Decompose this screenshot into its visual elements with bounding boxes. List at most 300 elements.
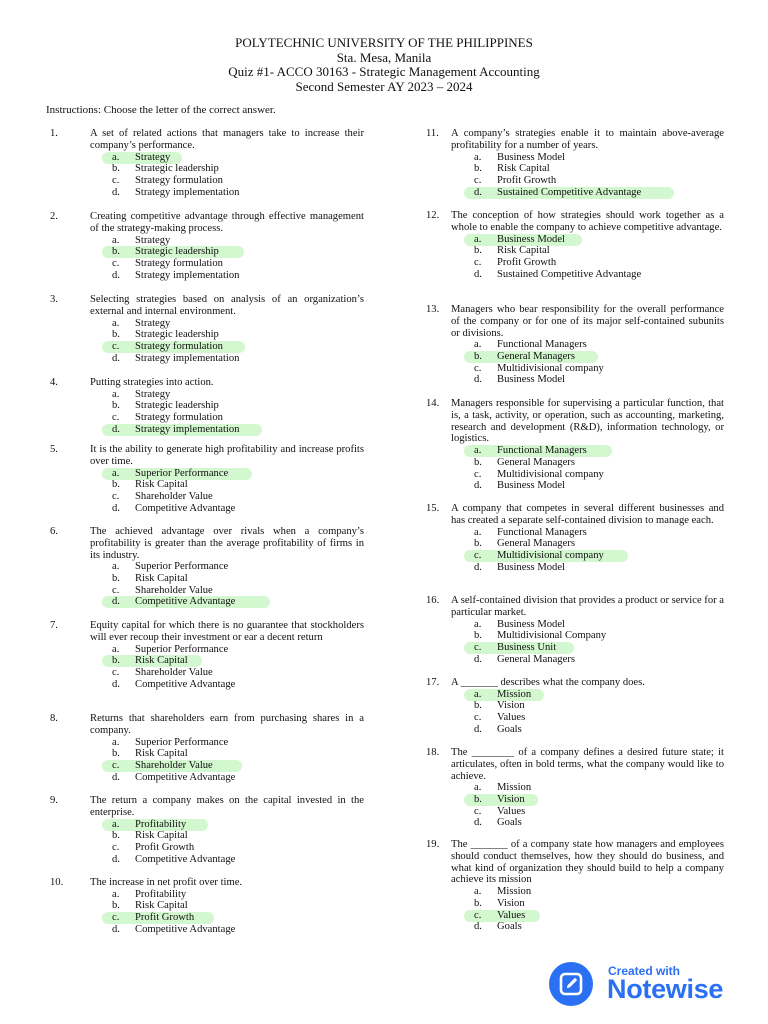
choice-letter: d. bbox=[112, 923, 120, 935]
choice-text: General Managers bbox=[497, 653, 575, 665]
answer-choice bbox=[112, 258, 364, 270]
choice-text: Multidivisional company bbox=[497, 549, 604, 561]
choice-text: Risk Capital bbox=[135, 479, 188, 491]
answer-choice bbox=[474, 817, 724, 829]
choice-text: Vision bbox=[497, 794, 525, 806]
answer-choice bbox=[474, 712, 724, 724]
choice-text: Business Model bbox=[497, 618, 565, 630]
choice-list bbox=[426, 339, 724, 386]
choice-list bbox=[426, 886, 724, 933]
question-item bbox=[426, 839, 724, 933]
answer-choice bbox=[112, 772, 364, 784]
choice-text: Business Model bbox=[497, 480, 565, 492]
choice-text: Strategy bbox=[135, 317, 171, 329]
choice-text: Multidivisional Company bbox=[497, 630, 607, 642]
answer-choice bbox=[112, 235, 364, 247]
choice-text: Strategy implementation bbox=[135, 352, 240, 364]
choice-letter: a. bbox=[474, 151, 482, 163]
choice-text: Profit Growth bbox=[497, 174, 557, 186]
answer-choice bbox=[112, 318, 364, 330]
choice-letter: b. bbox=[112, 163, 120, 175]
choice-text: Values bbox=[497, 712, 526, 724]
choice-list bbox=[426, 445, 724, 492]
answer-choice bbox=[112, 900, 364, 912]
highlighted-answer-choice bbox=[112, 596, 364, 608]
choice-letter: c. bbox=[474, 174, 482, 186]
document-header bbox=[0, 36, 768, 94]
choice-text: Profit Growth bbox=[497, 256, 557, 268]
choice-text: Business Model bbox=[497, 151, 565, 163]
question-number: 5. bbox=[50, 444, 58, 455]
question-text: Selecting strategies based on analysis of an organization’s external and internal environment. bbox=[90, 294, 364, 317]
university-name: POLYTECHNIC UNIVERSITY OF THE PHILIPPINES bbox=[235, 35, 533, 50]
choice-text: Strategy bbox=[135, 388, 171, 400]
choice-list bbox=[426, 152, 724, 199]
question-item bbox=[46, 877, 364, 936]
choice-text: Strategy implementation bbox=[135, 186, 240, 198]
answer-choice bbox=[474, 163, 724, 175]
choice-text: Strategic leadership bbox=[135, 163, 219, 175]
choice-list bbox=[426, 689, 724, 736]
question-text: The conception of how strategies should work together as a whole to enable the company to achieve competitive advantage. bbox=[451, 210, 724, 233]
question-text: The ________ of a company defines a desired future state; it articulates, often in bold terms, what the company would like to achieve. bbox=[451, 747, 724, 782]
choice-text: Values bbox=[497, 805, 526, 817]
choice-letter: a. bbox=[474, 782, 482, 794]
highlighted-answer-choice bbox=[112, 655, 364, 667]
question-item bbox=[426, 128, 724, 198]
choice-text: Functional Managers bbox=[497, 445, 587, 457]
answer-choice bbox=[474, 538, 724, 550]
choice-text: Vision bbox=[497, 897, 525, 909]
choice-list bbox=[426, 782, 724, 829]
answer-choice bbox=[112, 889, 364, 901]
choice-letter: a. bbox=[112, 317, 120, 329]
answer-choice bbox=[474, 339, 724, 351]
choice-text: Mission bbox=[497, 886, 532, 898]
question-number: 16. bbox=[426, 595, 440, 606]
choice-letter: c. bbox=[112, 912, 120, 924]
choice-letter: c. bbox=[474, 468, 482, 480]
question-number: 10. bbox=[50, 877, 64, 888]
choice-text: Strategy formulation bbox=[135, 174, 223, 186]
choice-text: Functional Managers bbox=[497, 339, 587, 351]
answer-choice bbox=[112, 503, 364, 515]
choice-letter: a. bbox=[474, 618, 482, 630]
question-number: 13. bbox=[426, 304, 440, 315]
pen-icon bbox=[549, 962, 593, 1006]
highlighted-answer-choice bbox=[474, 351, 724, 363]
question-item bbox=[426, 503, 724, 573]
answer-choice bbox=[112, 644, 364, 656]
answer-choice bbox=[112, 353, 364, 365]
answer-choice bbox=[474, 480, 724, 492]
answer-choice bbox=[474, 457, 724, 469]
question-text: A company’s strategies enable it to maintain above-average profitability for a number of years. bbox=[451, 128, 724, 151]
answer-choice bbox=[474, 886, 724, 898]
question-text: Equity capital for which there is no guarantee that stockholders will ever recoup their investment or ear a decent return bbox=[90, 620, 364, 643]
question-number: 18. bbox=[426, 747, 440, 758]
answer-choice bbox=[112, 175, 364, 187]
choice-letter: b. bbox=[474, 163, 482, 175]
highlighted-answer-choice bbox=[112, 152, 364, 164]
choice-list bbox=[46, 152, 364, 199]
highlighted-answer-choice bbox=[112, 246, 364, 258]
choice-letter: c. bbox=[112, 257, 120, 269]
watermark-brand: Notewise bbox=[607, 974, 724, 1004]
choice-letter: d. bbox=[474, 268, 482, 280]
highlighted-answer-choice bbox=[112, 424, 364, 436]
question-number: 2. bbox=[50, 211, 58, 222]
choice-letter: c. bbox=[474, 256, 482, 268]
choice-letter: a. bbox=[474, 233, 482, 245]
choice-text: General Managers bbox=[497, 351, 575, 363]
answer-choice bbox=[112, 748, 364, 760]
choice-text: Goals bbox=[497, 817, 522, 829]
question-number: 12. bbox=[426, 210, 440, 221]
question-item bbox=[46, 526, 364, 608]
choice-text: Multidivisional company bbox=[497, 362, 604, 374]
choice-letter: a. bbox=[112, 467, 120, 479]
choice-letter: a. bbox=[474, 526, 482, 538]
choice-letter: d. bbox=[112, 423, 120, 435]
answer-choice bbox=[474, 724, 724, 736]
answer-choice bbox=[474, 806, 724, 818]
choice-list bbox=[46, 644, 364, 691]
answer-choice bbox=[474, 245, 724, 257]
question-number: 7. bbox=[50, 620, 58, 631]
choice-letter: d. bbox=[112, 771, 120, 783]
choice-text: Strategic leadership bbox=[135, 400, 219, 412]
choice-text: Goals bbox=[497, 723, 522, 735]
choice-letter: a. bbox=[112, 151, 120, 163]
choice-text: Strategy formulation bbox=[135, 412, 223, 424]
answer-choice bbox=[112, 400, 364, 412]
answer-choice bbox=[474, 921, 724, 933]
choice-text: Superior Performance bbox=[135, 467, 229, 479]
instructions: Instructions: Choose the letter of the correct answer. bbox=[46, 104, 276, 116]
answer-choice bbox=[112, 830, 364, 842]
choice-letter: d. bbox=[474, 921, 482, 933]
answer-choice bbox=[112, 561, 364, 573]
choice-text: Competitive Advantage bbox=[135, 678, 236, 690]
university-location: Sta. Mesa, Manila bbox=[336, 49, 432, 65]
choice-letter: b. bbox=[112, 246, 120, 258]
choice-text: Values bbox=[497, 909, 526, 921]
choice-text: Business Unit bbox=[497, 641, 557, 653]
choice-letter: d. bbox=[474, 817, 482, 829]
answer-choice bbox=[474, 152, 724, 164]
choice-text: Mission bbox=[497, 782, 532, 794]
highlighted-answer-choice bbox=[112, 760, 364, 772]
choice-text: Competitive Advantage bbox=[135, 771, 236, 783]
choice-list bbox=[426, 234, 724, 281]
choice-letter: a. bbox=[474, 688, 482, 700]
answer-choice bbox=[112, 842, 364, 854]
question-text: The increase in net profit over time. bbox=[90, 877, 243, 888]
answer-choice bbox=[474, 527, 724, 539]
choice-letter: c. bbox=[112, 841, 120, 853]
answer-choice bbox=[112, 163, 364, 175]
choice-text: Shareholder Value bbox=[135, 666, 213, 678]
choice-letter: a. bbox=[474, 445, 482, 457]
choice-letter: b. bbox=[474, 630, 482, 642]
choice-letter: d. bbox=[112, 352, 120, 364]
choice-text: Risk Capital bbox=[135, 655, 188, 667]
question-text: Managers responsible for supervising a particular function, that is, a task, activity, or operation, such as accounting, marketing, research and development (R&D), information technology, or logistics. bbox=[451, 398, 724, 445]
choice-text: Vision bbox=[497, 700, 525, 712]
question-item bbox=[46, 128, 364, 198]
answer-choice bbox=[474, 619, 724, 631]
quiz-title: Quiz #1- ACCO 30163 - Strategic Management Accounting bbox=[228, 64, 540, 79]
highlighted-answer-choice bbox=[474, 642, 724, 654]
choice-list bbox=[46, 561, 364, 608]
choice-text: Strategy formulation bbox=[135, 257, 223, 269]
choice-letter: a. bbox=[112, 818, 120, 830]
choice-text: General Managers bbox=[497, 456, 575, 468]
choice-letter: b. bbox=[112, 748, 120, 760]
choice-text: Shareholder Value bbox=[135, 759, 213, 771]
question-item bbox=[46, 377, 364, 436]
choice-text: Functional Managers bbox=[497, 526, 587, 538]
choice-text: Strategic leadership bbox=[135, 329, 219, 341]
question-item bbox=[46, 444, 364, 514]
answer-choice bbox=[112, 329, 364, 341]
choice-text: Profitability bbox=[135, 888, 187, 900]
semester-line: Second Semester AY 2023 – 2024 bbox=[295, 78, 473, 94]
question-text: Managers who bear responsibility for the overall performance of the company or for one of its major self-contained subunits or divisions. bbox=[451, 304, 724, 339]
answer-choice bbox=[112, 187, 364, 199]
choice-letter: a. bbox=[112, 888, 120, 900]
choice-letter: b. bbox=[474, 700, 482, 712]
question-text: A _______ describes what the company does. bbox=[451, 677, 645, 688]
choice-text: Risk Capital bbox=[135, 573, 188, 585]
question-item bbox=[426, 595, 724, 665]
question-text: Putting strategies into action. bbox=[90, 377, 214, 388]
highlighted-answer-choice bbox=[474, 234, 724, 246]
choice-letter: d. bbox=[112, 186, 120, 198]
highlighted-answer-choice bbox=[474, 794, 724, 806]
choice-list bbox=[46, 819, 364, 866]
choice-letter: c. bbox=[112, 759, 120, 771]
question-item bbox=[46, 795, 364, 865]
choice-text: Strategy implementation bbox=[135, 423, 240, 435]
choice-letter: a. bbox=[474, 339, 482, 351]
choice-text: Multidivisional company bbox=[497, 468, 604, 480]
choice-text: Strategy implementation bbox=[135, 269, 240, 281]
choice-letter: b. bbox=[112, 655, 120, 667]
answer-choice bbox=[112, 667, 364, 679]
choice-letter: a. bbox=[112, 643, 120, 655]
choice-text: Profitability bbox=[135, 818, 187, 830]
choice-text: Strategic leadership bbox=[135, 246, 219, 258]
choice-letter: d. bbox=[112, 596, 120, 608]
choice-letter: d. bbox=[474, 480, 482, 492]
choice-text: Mission bbox=[497, 688, 532, 700]
choice-letter: c. bbox=[112, 340, 120, 352]
choice-text: Business Model bbox=[497, 561, 565, 573]
choice-letter: d. bbox=[474, 186, 482, 198]
choice-letter: c. bbox=[474, 805, 482, 817]
highlighted-answer-choice bbox=[474, 550, 724, 562]
question-item bbox=[426, 304, 724, 386]
choice-letter: a. bbox=[474, 886, 482, 898]
choice-letter: b. bbox=[474, 456, 482, 468]
choice-letter: c. bbox=[474, 549, 482, 561]
question-number: 11. bbox=[426, 128, 439, 139]
answer-choice bbox=[474, 269, 724, 281]
answer-choice bbox=[112, 491, 364, 503]
question-text: A self-contained division that provides a product or service for a particular market. bbox=[451, 595, 725, 618]
choice-text: Strategy formulation bbox=[135, 340, 223, 352]
choice-letter: b. bbox=[112, 830, 120, 842]
answer-choice bbox=[112, 679, 364, 691]
choice-text: Competitive Advantage bbox=[135, 596, 236, 608]
answer-choice bbox=[112, 924, 364, 936]
choice-list bbox=[46, 318, 364, 365]
question-text: The _______ of a company state how managers and employees should conduct themselves, how they should do business, and what kind of organization they should build to help a company achieve its mission bbox=[451, 839, 724, 886]
answer-choice bbox=[112, 389, 364, 401]
question-item bbox=[426, 747, 724, 829]
choice-letter: c. bbox=[112, 490, 120, 502]
choice-letter: d. bbox=[474, 374, 482, 386]
notewise-watermark bbox=[549, 960, 749, 1008]
answer-choice bbox=[474, 700, 724, 712]
choice-text: Risk Capital bbox=[135, 830, 188, 842]
choice-letter: a. bbox=[112, 736, 120, 748]
choice-text: Risk Capital bbox=[135, 748, 188, 760]
choice-text: Superior Performance bbox=[135, 736, 229, 748]
choice-list bbox=[426, 619, 724, 666]
highlighted-answer-choice bbox=[474, 445, 724, 457]
choice-text: Superior Performance bbox=[135, 561, 229, 573]
highlighted-answer-choice bbox=[474, 910, 724, 922]
choice-text: Profit Growth bbox=[135, 912, 195, 924]
answer-choice bbox=[474, 562, 724, 574]
choice-text: Business Model bbox=[497, 233, 565, 245]
answer-choice bbox=[112, 412, 364, 424]
choice-letter: d. bbox=[112, 853, 120, 865]
choice-text: Shareholder Value bbox=[135, 584, 213, 596]
answer-choice bbox=[474, 782, 724, 794]
highlighted-answer-choice bbox=[112, 468, 364, 480]
choice-letter: b. bbox=[112, 400, 120, 412]
answer-choice bbox=[474, 363, 724, 375]
choice-letter: c. bbox=[112, 666, 120, 678]
choice-letter: b. bbox=[474, 245, 482, 257]
question-text: Creating competitive advantage through effective management of the strategy-making process. bbox=[90, 211, 364, 234]
question-number: 17. bbox=[426, 677, 440, 688]
choice-text: Shareholder Value bbox=[135, 490, 213, 502]
choice-list bbox=[46, 389, 364, 436]
question-number: 9. bbox=[50, 795, 58, 806]
choice-text: Strategy bbox=[135, 151, 171, 163]
question-number: 6. bbox=[50, 526, 58, 537]
answer-choice bbox=[474, 898, 724, 910]
choice-list bbox=[46, 889, 364, 936]
answer-choice bbox=[474, 374, 724, 386]
choice-letter: d. bbox=[474, 561, 482, 573]
choice-letter: c. bbox=[474, 362, 482, 374]
choice-text: Competitive Advantage bbox=[135, 853, 236, 865]
question-item bbox=[426, 398, 724, 492]
question-text: A set of related actions that managers take to increase their company’s performance. bbox=[90, 128, 364, 151]
choice-text: Risk Capital bbox=[135, 900, 188, 912]
highlighted-answer-choice bbox=[474, 187, 724, 199]
choice-letter: c. bbox=[112, 412, 120, 424]
choice-text: Risk Capital bbox=[497, 163, 550, 175]
choice-letter: d. bbox=[112, 269, 120, 281]
answer-choice bbox=[112, 573, 364, 585]
question-text: A company that competes in several different businesses and has created a separate self-contained division to manage each. bbox=[451, 503, 724, 526]
question-item bbox=[46, 294, 364, 364]
question-item bbox=[46, 620, 364, 690]
answer-choice bbox=[474, 257, 724, 269]
highlighted-answer-choice bbox=[112, 819, 364, 831]
choice-list bbox=[46, 468, 364, 515]
highlighted-answer-choice bbox=[112, 912, 364, 924]
question-number: 19. bbox=[426, 839, 440, 850]
choice-letter: b. bbox=[112, 479, 120, 491]
choice-letter: a. bbox=[112, 388, 120, 400]
choice-letter: b. bbox=[112, 329, 120, 341]
choice-text: Business Model bbox=[497, 374, 565, 386]
choice-text: Goals bbox=[497, 921, 522, 933]
choice-letter: c. bbox=[112, 584, 120, 596]
answer-choice bbox=[112, 270, 364, 282]
watermark-caption: Created with bbox=[608, 964, 681, 978]
choice-letter: b. bbox=[474, 794, 482, 806]
choice-list bbox=[426, 527, 724, 574]
question-item bbox=[426, 677, 724, 736]
question-item bbox=[426, 210, 724, 280]
answer-choice bbox=[112, 585, 364, 597]
choice-text: Risk Capital bbox=[497, 245, 550, 257]
question-text: The achieved advantage over rivals when a company’s profitability is greater than the average profitability of firms in its industry. bbox=[90, 526, 364, 561]
choice-letter: b. bbox=[474, 351, 482, 363]
choice-letter: d. bbox=[474, 723, 482, 735]
choice-letter: a. bbox=[112, 561, 120, 573]
question-number: 4. bbox=[50, 377, 58, 388]
question-number: 1. bbox=[50, 128, 58, 139]
choice-letter: a. bbox=[112, 234, 120, 246]
answer-choice bbox=[112, 854, 364, 866]
highlighted-answer-choice bbox=[112, 341, 364, 353]
answer-choice bbox=[474, 654, 724, 666]
choice-letter: b. bbox=[112, 900, 120, 912]
choice-letter: b. bbox=[112, 573, 120, 585]
question-text: The return a company makes on the capital invested in the enterprise. bbox=[90, 795, 364, 818]
answer-choice bbox=[112, 737, 364, 749]
choice-text: Sustained Competitive Advantage bbox=[497, 186, 642, 198]
question-item bbox=[46, 211, 364, 281]
choice-letter: d. bbox=[112, 678, 120, 690]
highlighted-answer-choice bbox=[474, 689, 724, 701]
choice-list bbox=[46, 235, 364, 282]
answer-choice bbox=[474, 469, 724, 481]
answer-choice bbox=[474, 175, 724, 187]
question-item bbox=[46, 713, 364, 783]
choice-letter: c. bbox=[474, 909, 482, 921]
question-text: Returns that shareholders earn from purchasing shares in a company. bbox=[90, 713, 364, 736]
answer-choice bbox=[112, 479, 364, 491]
question-number: 8. bbox=[50, 713, 58, 724]
choice-text: Competitive Advantage bbox=[135, 923, 236, 935]
choice-letter: d. bbox=[474, 653, 482, 665]
choice-text: Sustained Competitive Advantage bbox=[497, 268, 642, 280]
choice-letter: d. bbox=[112, 502, 120, 514]
choice-letter: c. bbox=[474, 641, 482, 653]
choice-text: General Managers bbox=[497, 538, 575, 550]
